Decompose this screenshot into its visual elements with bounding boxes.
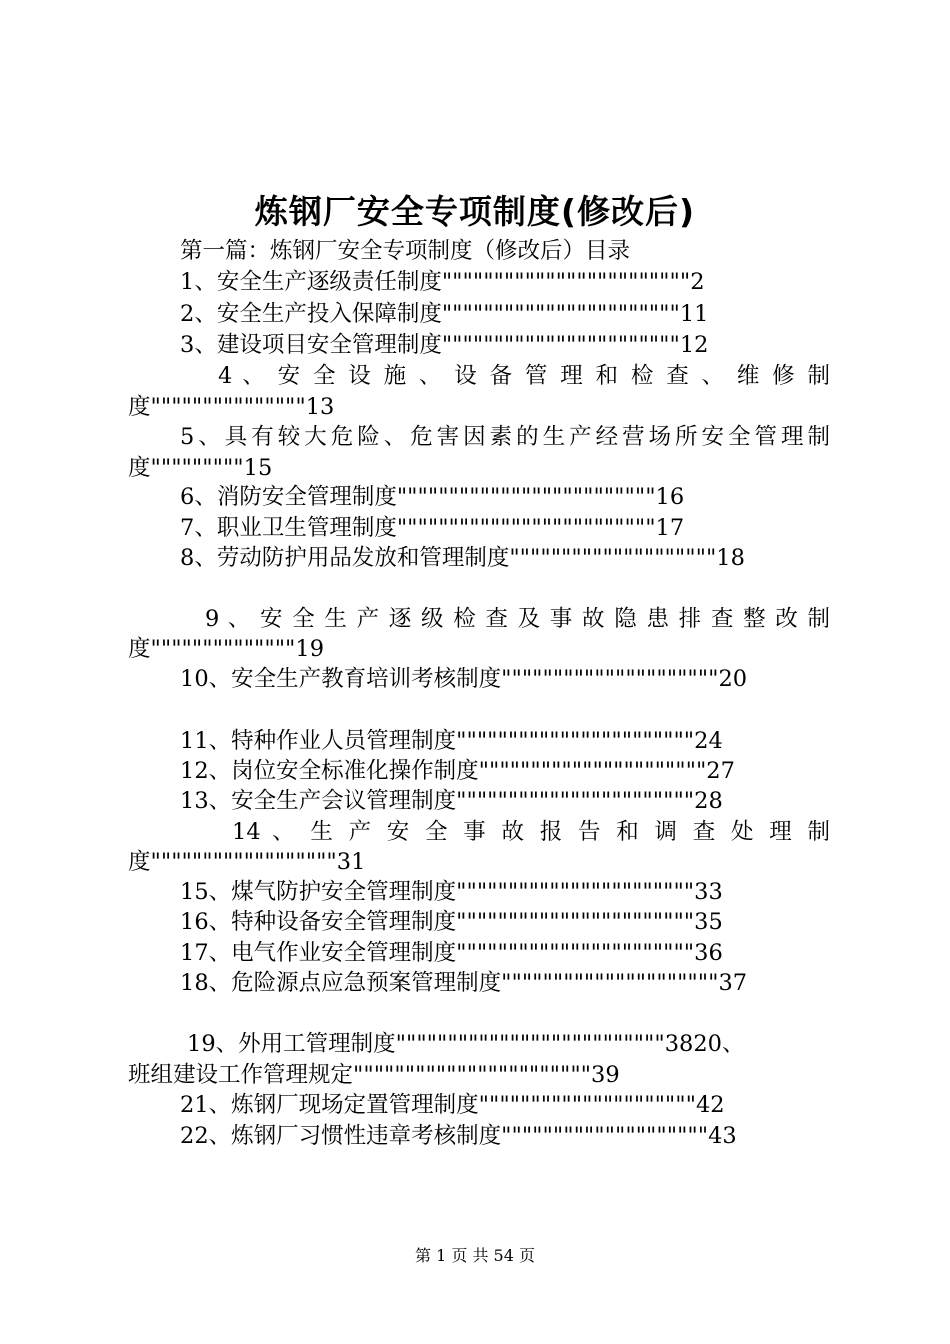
page-footer: 第 1 页 共 54 页 (415, 1246, 535, 1265)
toc-entry: 3、建设项目安全管理制度"""""""""""""""""""""""12 (180, 332, 709, 358)
toc-entry: 14 、 生 产 安 全 事 故 报 告 和 调 查 处 理 制 (232, 819, 830, 845)
toc-entry-continuation: 度"""""""""15 (128, 455, 273, 481)
toc-entry: 4 、 安 全 设 施 、 设 备 管 理 和 检 查 、 维 修 制 (218, 363, 830, 389)
toc-entry: 17、电气作业安全管理制度"""""""""""""""""""""""36 (180, 940, 723, 966)
toc-entry: 13、安全生产会议管理制度"""""""""""""""""""""""28 (180, 788, 723, 814)
toc-entry: 5、具有较大危险、危害因素的生产经营场所安全管理制 (180, 424, 830, 450)
toc-entry-continuation: 度""""""""""""""19 (128, 636, 325, 662)
toc-entry-continuation: 度""""""""""""""""""31 (128, 849, 366, 875)
toc-entry: 班组建设工作管理规定"""""""""""""""""""""""39 (128, 1062, 620, 1088)
toc-entry: 6、消防安全管理制度"""""""""""""""""""""""""16 (180, 484, 685, 510)
toc-entry: 2、安全生产投入保障制度"""""""""""""""""""""""11 (180, 301, 709, 327)
toc-entry: 7、职业卫生管理制度"""""""""""""""""""""""""17 (180, 515, 685, 541)
toc-heading: 第一篇：炼钢厂安全专项制度（修改后）目录 (180, 238, 631, 264)
toc-entry: 19、外用工管理制度""""""""""""""""""""""""""3820、 (187, 1031, 745, 1057)
toc-entry: 18、危险源点应急预案管理制度"""""""""""""""""""""37 (180, 970, 748, 996)
toc-entry: 1、安全生产逐级责任制度""""""""""""""""""""""""2 (180, 269, 705, 295)
toc-entry: 9 、 安 全 生 产 逐 级 检 查 及 事 故 隐 患 排 查 整 改 制 (205, 606, 830, 632)
toc-entry: 10、安全生产教育培训考核制度"""""""""""""""""""""20 (180, 666, 748, 692)
toc-entry: 8、劳动防护用品发放和管理制度""""""""""""""""""""18 (180, 545, 745, 571)
document-title: 炼钢厂安全专项制度(修改后) (254, 192, 696, 231)
toc-entry: 12、岗位安全标准化操作制度""""""""""""""""""""""27 (180, 758, 735, 784)
toc-entry-continuation: 度"""""""""""""""13 (128, 394, 335, 420)
toc-entry: 22、炼钢厂习惯性违章考核制度""""""""""""""""""""43 (180, 1123, 737, 1149)
toc-entry: 11、特种作业人员管理制度"""""""""""""""""""""""24 (180, 728, 723, 754)
toc-entry: 21、炼钢厂现场定置管理制度"""""""""""""""""""""42 (180, 1092, 725, 1118)
toc-entry: 16、特种设备安全管理制度"""""""""""""""""""""""35 (180, 909, 723, 935)
toc-entry: 15、煤气防护安全管理制度"""""""""""""""""""""""33 (180, 879, 723, 905)
